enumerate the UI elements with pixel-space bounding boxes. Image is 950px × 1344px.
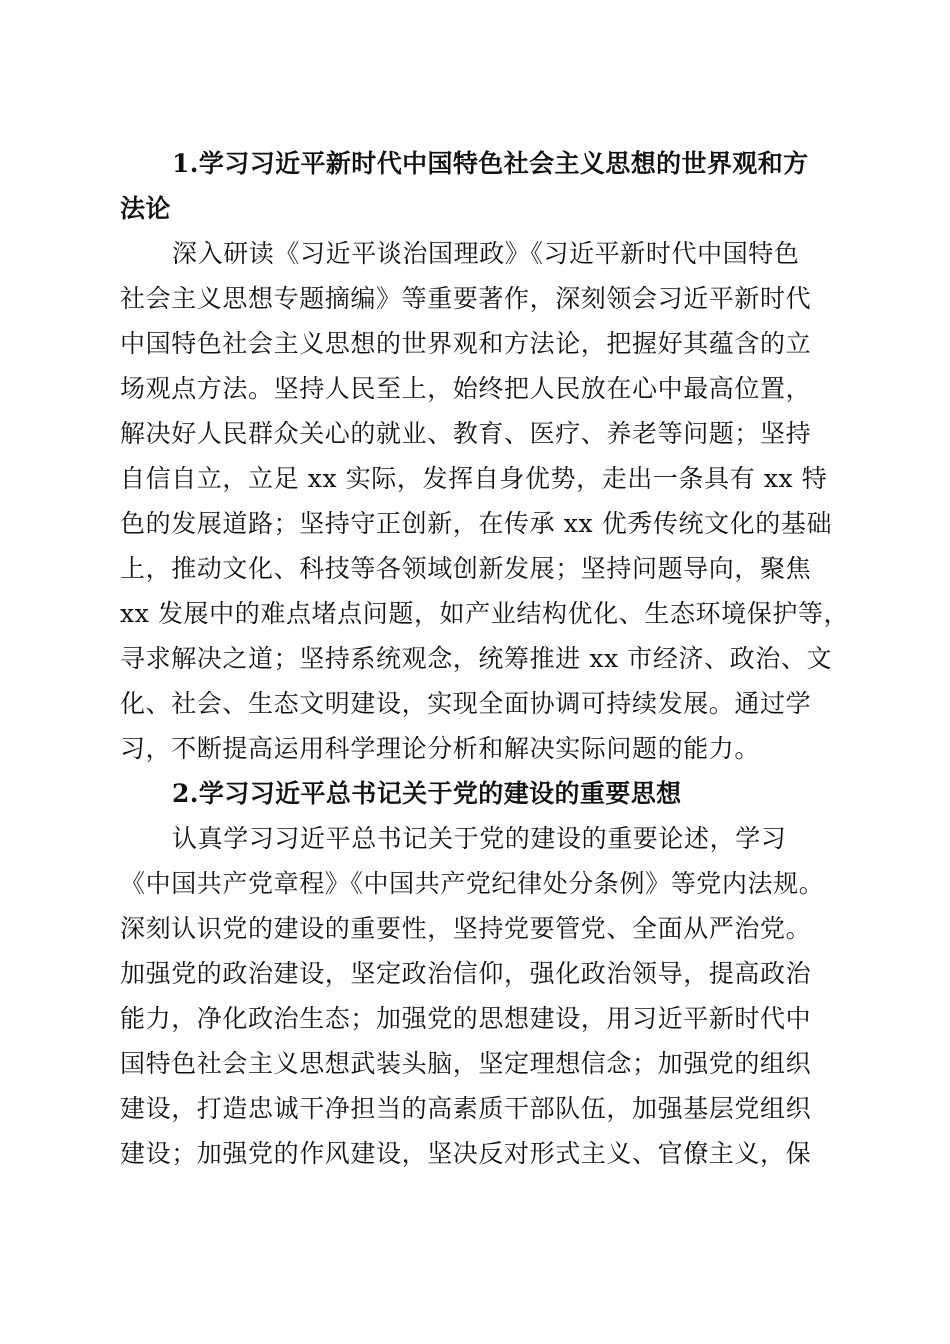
section-1-body-line: 解决好人民群众关心的就业、教育、医疗、养老等问题；坚持 xyxy=(120,419,812,448)
section-1-body-line: 习，不断提高运用科学理论分析和解决实际问题的能力。 xyxy=(120,734,761,763)
section-1-body-line: 社会主义思想专题摘编》等重要著作，深刻领会习近平新时代 xyxy=(120,284,812,313)
section-1-body-line: xx 发展中的难点堵点问题，如产业结构优化、生态环境保护等， xyxy=(120,599,850,628)
section-1-body-line: 化、社会、生态文明建设，实现全面协调可持续发展。通过学 xyxy=(120,689,812,718)
section-2-body-line: 深刻认识党的建设的重要性，坚持党要管党、全面从严治党。 xyxy=(120,914,812,943)
section-1-body-line: 深入研读《习近平谈治国理政》《习近平新时代中国特色 xyxy=(172,239,800,268)
section-1-body-line: 自信自立，立足 xx 实际，发挥自身优势，走出一条具有 xx 特 xyxy=(120,464,828,493)
section-2-body-line: 能力，净化政治生态；加强党的思想建设，用习近平新时代中 xyxy=(120,1004,812,1033)
section-2-body-line: 认真学习习近平总书记关于党的建设的重要论述，学习 xyxy=(172,824,787,853)
section-1-heading-line-2: 法论 xyxy=(120,194,171,223)
section-1-body-line: 中国特色社会主义思想的世界观和方法论，把握好其蕴含的立 xyxy=(120,329,812,358)
section-1-body-line: 寻求解决之道；坚持系统观念，统筹推进 xx 市经济、政治、文 xyxy=(120,644,833,673)
section-1-body-line: 上，推动文化、科技等各领域创新发展；坚持问题导向，聚焦 xyxy=(120,554,812,583)
section-2-body-line: 建设；加强党的作风建设，坚决反对形式主义、官僚主义，保 xyxy=(120,1139,812,1168)
section-1-body-line: 色的发展道路；坚持守正创新，在传承 xx 优秀传统文化的基础 xyxy=(120,509,833,538)
section-2-heading: 2.学习习近平总书记关于党的建设的重要思想 xyxy=(172,779,682,808)
section-1-body-line: 场观点方法。坚持人民至上，始终把人民放在心中最高位置， xyxy=(120,374,812,403)
section-2-body-line: 建设，打造忠诚干净担当的高素质干部队伍，加强基层党组织 xyxy=(120,1094,812,1123)
section-1-heading-line-1: 1.学习习近平新时代中国特色社会主义思想的世界观和方 xyxy=(172,149,809,178)
section-2-body-line: 国特色社会主义思想武装头脑，坚定理想信念；加强党的组织 xyxy=(120,1049,812,1078)
section-2-body-line: 《中国共产党章程》《中国共产党纪律处分条例》等党内法规。 xyxy=(120,869,825,898)
section-2-body-line: 加强党的政治建设，坚定政治信仰，强化政治领导，提高政治 xyxy=(120,959,812,988)
